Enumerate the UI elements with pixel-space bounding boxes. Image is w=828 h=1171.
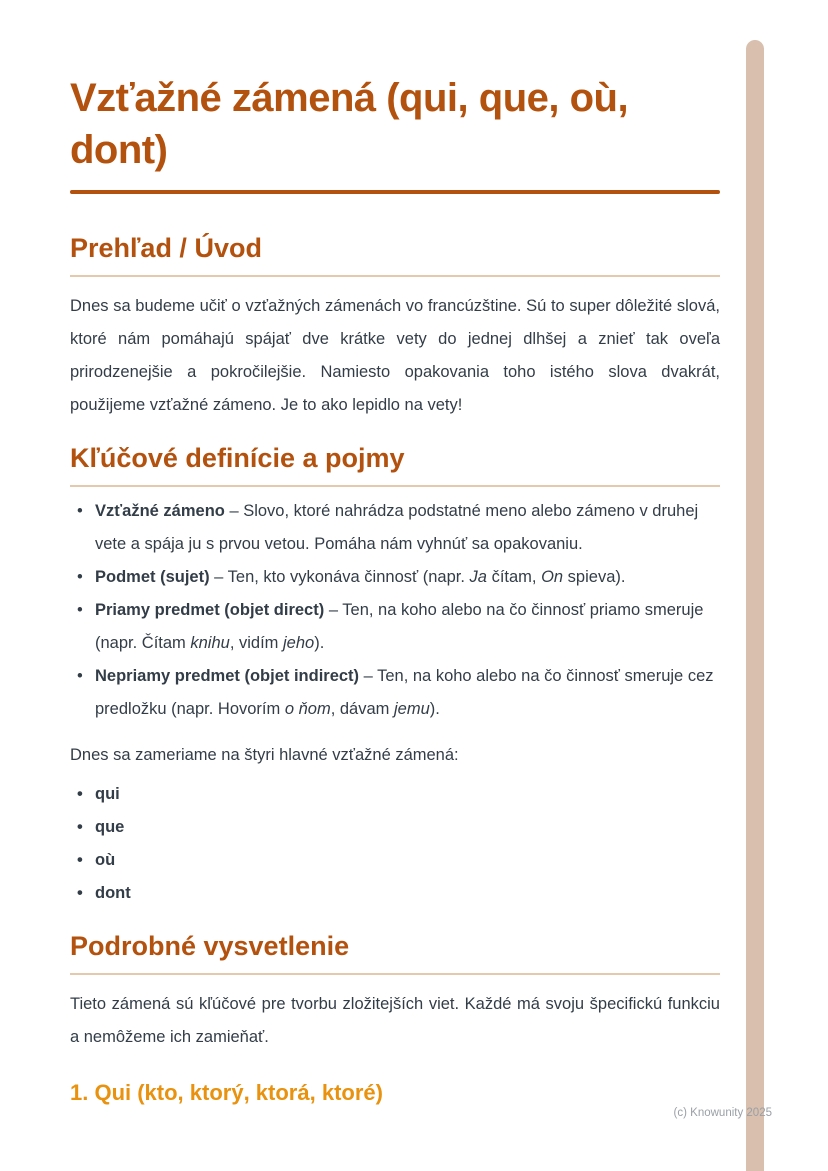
text-segment: – Slovo, ktoré nahrádza podstatné meno alebo zámeno v druhej vete a spája ju s prvou vetou. Pomáha nám vyhnúť sa opakovaniu. (95, 502, 699, 553)
section-definitions (70, 442, 720, 910)
term-bold: Priamy predmet (objet direct) (95, 601, 325, 619)
term-italic: Ja (469, 568, 487, 586)
pronouns-list (70, 778, 720, 910)
text-segment: čítam, (486, 568, 542, 586)
scrollbar-track[interactable] (746, 40, 764, 1171)
intro-paragraph: Dnes sa budeme učiť o vzťažných zámenách vo francúzštine. Sú to super dôležité slová, ktoré nám pomáhajú spájať dve krátke vety do jednej dlhšej a znieť tak oveľa prirodzenejšie a pokročilejšie. Namiesto opakovania toho istého slova dvakrát, použijeme vzťažné zámeno. Je to ako lepidlo na vety! (70, 297, 720, 414)
term-bold: Podmet (sujet) (95, 568, 210, 586)
heading-underline (70, 485, 720, 487)
term-italic: On (541, 568, 564, 586)
text-segment: ). (314, 634, 325, 652)
section-intro (70, 232, 720, 422)
term-italic: knihu (190, 634, 230, 652)
term-bold: Vzťažné zámeno (95, 502, 225, 520)
pronoun-item: • où (70, 844, 720, 877)
term-italic: jeho (283, 634, 315, 652)
text-segment: – Ten, kto vykonáva činnosť (napr. (209, 568, 470, 586)
section-heading-intro: Prehľad / Úvod (70, 233, 262, 263)
section-heading-definitions: Kľúčové definície a pojmy (70, 443, 405, 473)
text-segment: , dávam (330, 700, 394, 718)
definitions-list (70, 495, 720, 726)
section-heading-explanation: Podrobné vysvetlenie (70, 931, 350, 961)
text-segment: – Ten, na koho alebo na čo činnosť priamo smeruje (napr. Čítam (95, 601, 704, 652)
pronoun-item: • dont (70, 877, 720, 910)
content-area (70, 72, 720, 1106)
subsection-heading-qui: 1. Qui (kto, ktorý, ktorá, ktoré) (70, 1080, 383, 1105)
explanation-paragraph: Tieto zámená sú kľúčové pre tvorbu zložitejších viet. Každé má svoju špecifickú funkciu a nemôžeme ich zamieňať. (70, 995, 720, 1046)
lead-out-paragraph: Dnes sa zameriame na štyri hlavné vzťažné zámená: (70, 746, 459, 764)
pronoun-item: • que (70, 811, 720, 844)
definition-item (70, 495, 720, 561)
definition-item (70, 660, 720, 726)
text-segment: , vidím (229, 634, 284, 652)
term-italic: o ňom (284, 700, 331, 718)
page-title: Vzťažné zámená (qui, que, où, dont) (70, 76, 629, 172)
footer-credit: (c) Knowunity 2025 (673, 1107, 772, 1119)
text-segment: spieva). (563, 568, 626, 586)
heading-underline (70, 973, 720, 975)
definition-item (70, 561, 720, 594)
section-explanation (70, 930, 720, 1106)
term-bold: Nepriamy predmet (objet indirect) (95, 667, 360, 685)
definition-item (70, 594, 720, 660)
pronoun-item: • qui (70, 778, 720, 811)
text-segment: – Ten, na koho alebo na čo činnosť smeruje cez predložku (napr. Hovorím (95, 667, 714, 718)
title-divider (70, 190, 720, 194)
text-segment: ). (429, 700, 440, 718)
term-italic: jemu (393, 700, 430, 718)
heading-underline (70, 275, 720, 277)
